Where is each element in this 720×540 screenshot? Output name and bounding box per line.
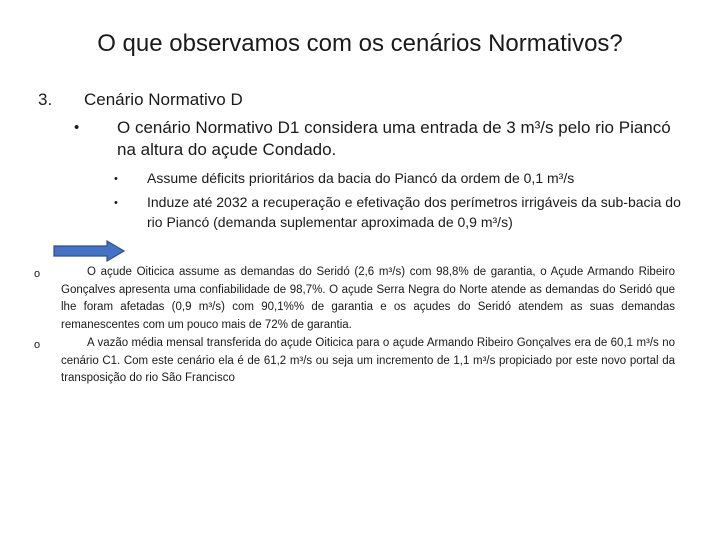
paragraph-bullet-icon: o xyxy=(34,268,41,280)
bullet-icon: • xyxy=(74,119,80,136)
paragraph-bullet-icon: o xyxy=(34,339,41,351)
sub-sub-item-1: Assume déficits prioritários da bacia do Piancó da ordem de 0,1 m³/s xyxy=(147,170,575,186)
right-arrow-icon xyxy=(53,240,125,262)
paragraph-1: O açude Oiticica assume as demandas do Seridó (2,6 m³/s) com 98,8% de garantia, o Açude Armando Ribeiro Gonçalves apresenta uma confiabilidade de 98,7%. O açude Serra Negra do Norte atende as demandas do Seridó que lhe foram afetadas (0,9 m³/s) com 90,1%% de garantia e os açudes do Seridó atendem as suas demandas remanescentes com um pouco mais de 72% de garantia. xyxy=(61,266,675,331)
sub-item-text: O cenário Normativo D1 considera uma entrada de 3 m³/s pelo rio Piancó na altura do açude Condado. xyxy=(117,118,671,159)
sub-sub-item-2: Induze até 2032 a recuperação e efetivação dos perímetros irrigáveis da sub-bacia do rio Piancó (demanda suplementar aproximada de 0,9 m³/s) xyxy=(147,194,681,230)
item-number: 3. xyxy=(38,90,53,109)
slide-title: O que observamos com os cenários Normativos? xyxy=(97,30,623,57)
bullet-icon: • xyxy=(114,173,118,185)
paragraph-2: A vazão média mensal transferida do açude Oiticica para o açude Armando Ribeiro Gonçalves era de 60,1 m³/s no cenário C1. Com este cenário ela é de 61,2 m³/s ou seja um incremento de 1,1 m³/s propiciado por este novo portal da transposição do rio São Francisco xyxy=(61,337,675,384)
bullet-icon: • xyxy=(114,197,118,209)
item-title: Cenário Normativo D xyxy=(84,90,243,109)
